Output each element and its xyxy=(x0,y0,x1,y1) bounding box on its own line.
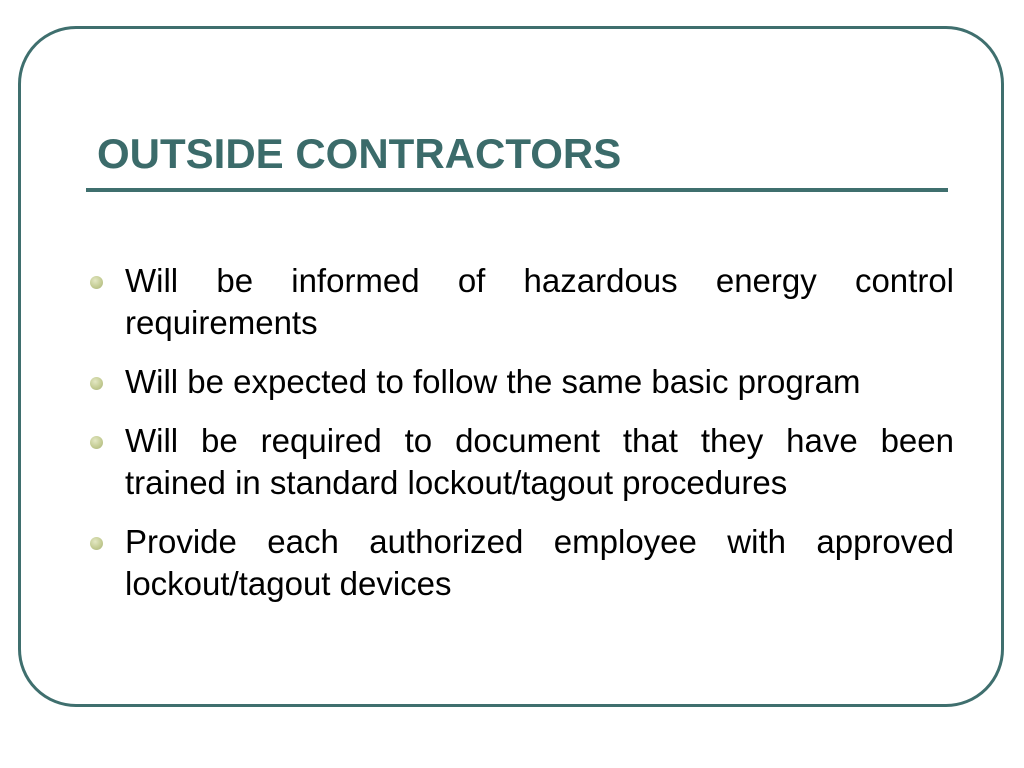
bullet-item xyxy=(88,420,954,504)
bullet-text: Will be required to document that they have been trained in standard lockout/tagout procedures xyxy=(125,422,954,501)
bullet-dot-icon xyxy=(90,436,103,449)
title-divider xyxy=(86,188,948,192)
bullet-text: Will be expected to follow the same basic program xyxy=(125,363,861,400)
bullet-item xyxy=(88,521,954,605)
bullet-dot-icon xyxy=(90,276,103,289)
bullet-dot-icon xyxy=(90,377,103,390)
bullet-item xyxy=(88,361,954,403)
slide-title: OUTSIDE CONTRACTORS xyxy=(97,130,622,177)
bullet-item xyxy=(88,260,954,344)
bullet-dot-icon xyxy=(90,537,103,550)
bullet-text: Will be informed of hazardous energy control requirements xyxy=(125,262,954,341)
bullet-list xyxy=(88,260,954,622)
bullet-text: Provide each authorized employee with approved lockout/tagout devices xyxy=(125,523,954,602)
